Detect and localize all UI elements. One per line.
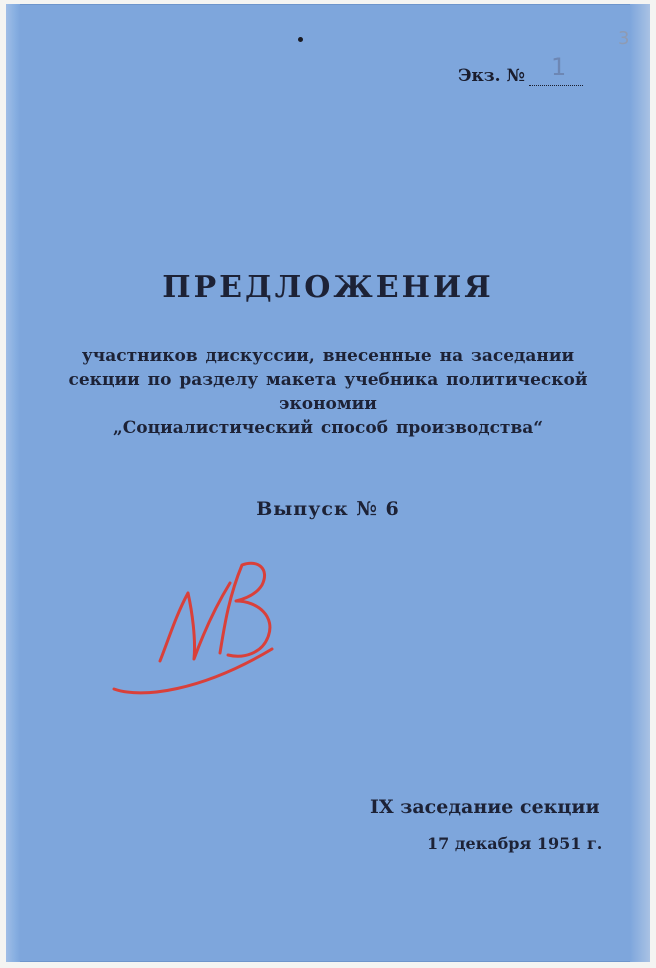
subtitle-line: секции по разделу макета учебника политической [68,370,588,390]
document-subtitle [6,344,650,440]
red-signature [102,549,292,709]
meeting-label: IX заседание секции [370,796,600,818]
subtitle-line: участников дискуссии, внесенные на заседании [81,346,575,366]
subtitle-line: „Социалистический способ производства“ [112,418,544,438]
cover-edge [630,4,650,962]
subtitle-line: экономии [279,394,377,414]
pencil-mark: 3 [618,28,630,49]
document-title: ПРЕДЛОЖЕНИЯ [162,270,494,305]
copy-number-field [458,53,583,86]
meeting-date: 17 декабря 1951 г. [427,834,603,853]
document-cover [6,4,650,962]
copy-label: Экз. № [458,66,525,86]
issue-number: Выпуск № 6 [256,498,400,520]
ink-dot [298,37,303,42]
copy-number: 1 [550,53,567,81]
cover-spine [6,4,20,962]
copy-number-line [529,53,583,86]
